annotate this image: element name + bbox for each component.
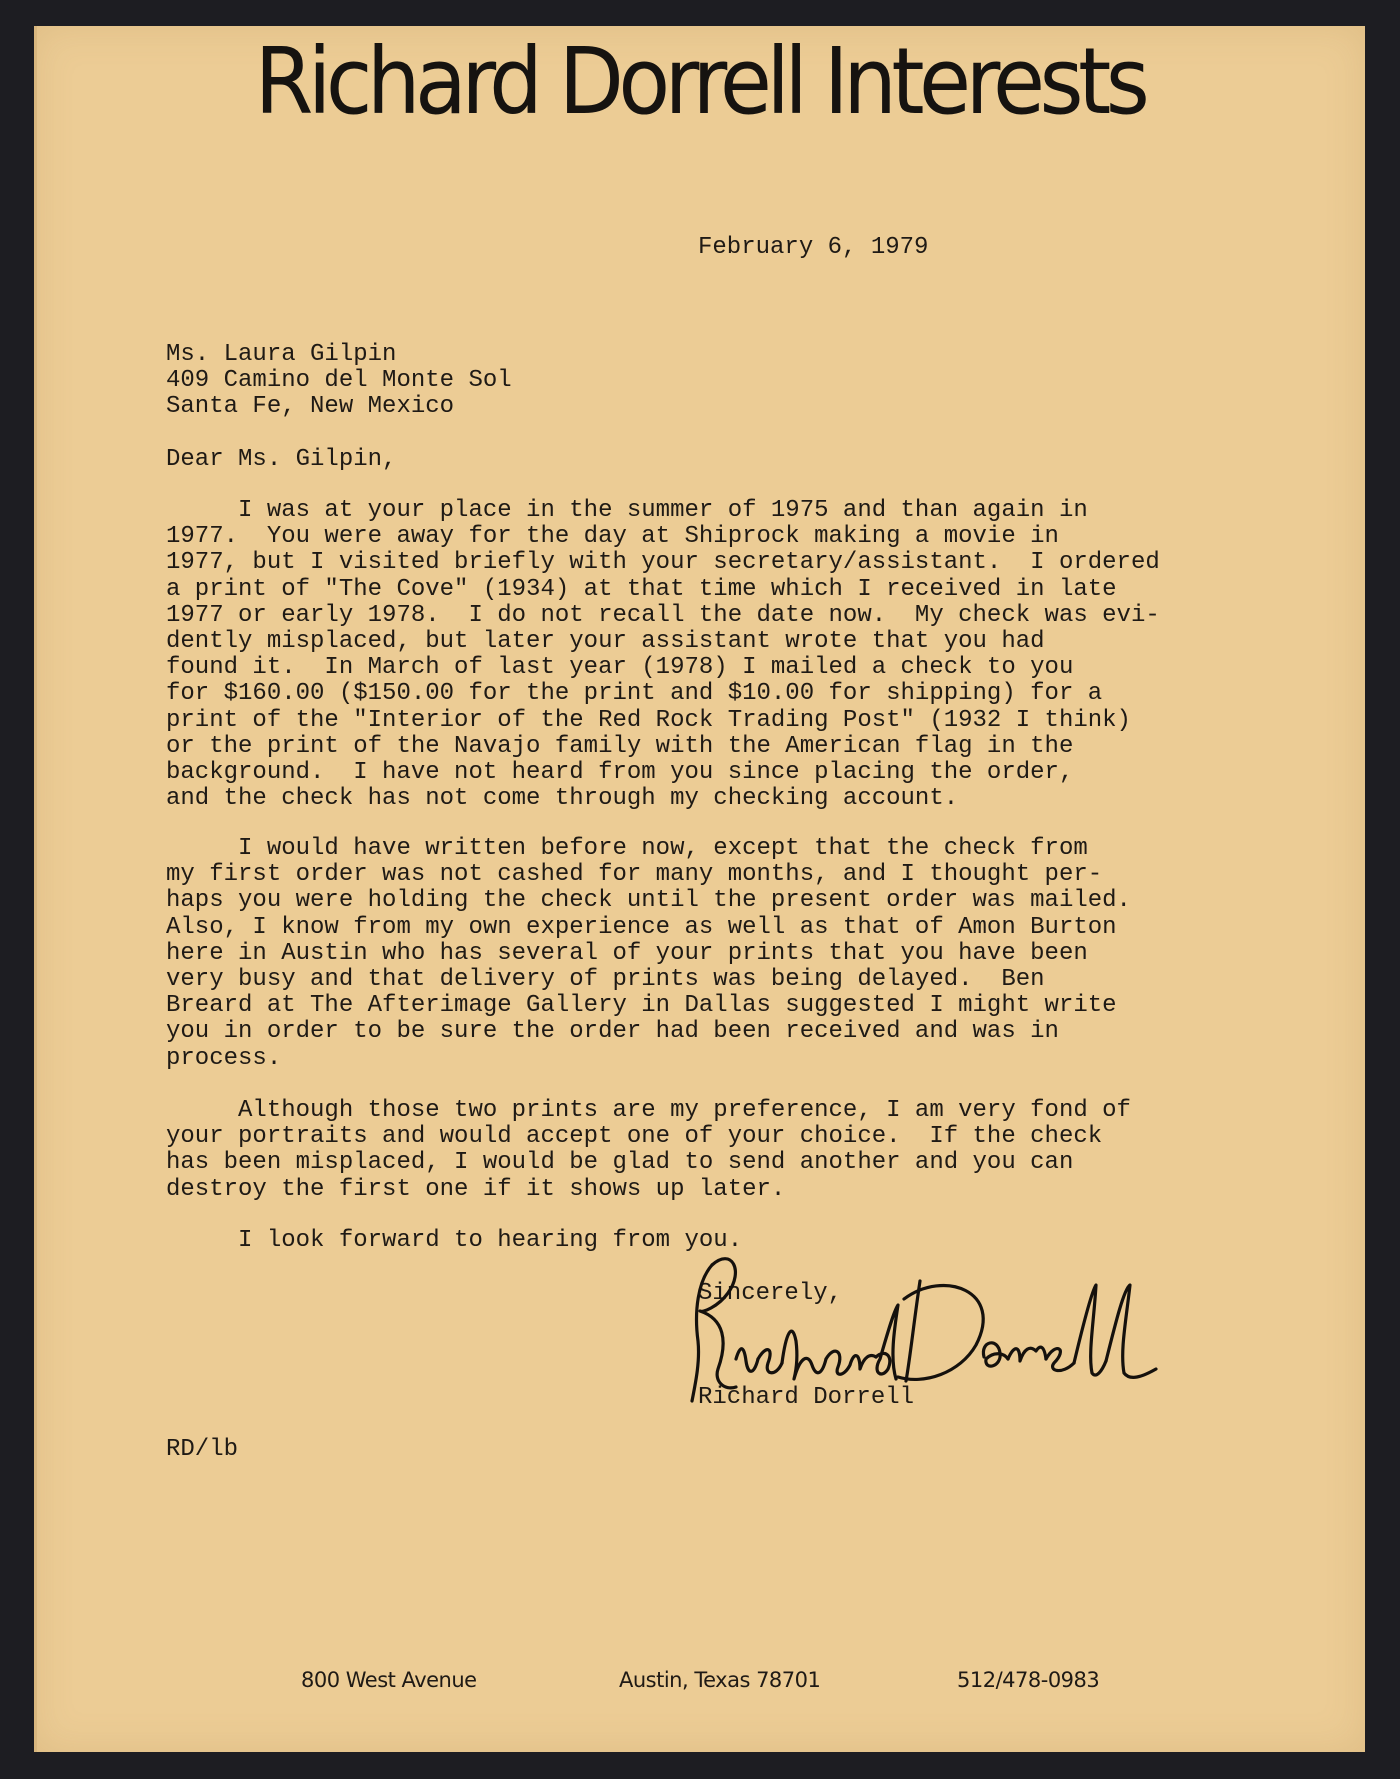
letter-page — [34, 26, 1365, 1752]
closing: Sincerely, — [698, 1280, 843, 1307]
recipient-address — [166, 342, 512, 420]
footer-city: Austin, Texas 78701 — [619, 1668, 821, 1692]
paper-edge — [34, 26, 37, 1752]
recipient-street: 409 Camino del Monte Sol — [166, 367, 512, 394]
recipient-name: Ms. Laura Gilpin — [166, 341, 397, 368]
letterhead-logo: Richard Dorrell Interests — [254, 28, 1145, 135]
typist-initials: RD/lb — [166, 1436, 239, 1463]
body-paragraph-2: I would have written before now, except that the check from my first order was not cashed for many months, and I thought per- haps you were holding the check until the present order was mailed. Also, I know from my own experience as well as that of Amon Burton here in Austin who has several of your prints that you have been very busy and that delivery of prints was being delayed. Ben Breard at The Afterimage Gallery in Dallas suggested I might write you in order to be sure the order had been received and was in process. — [166, 835, 1131, 1072]
recipient-city: Santa Fe, New Mexico — [166, 393, 455, 420]
footer-phone: 512/478-0983 — [957, 1668, 1100, 1692]
body-paragraph-3: Although those two prints are my preference, I am very fond of your portraits and would accept one of your choice. If the check has been misplaced, I would be glad to send another and you can destroy the first one if it shows up later. — [166, 1097, 1131, 1203]
signatory-name: Richard Dorrell — [698, 1384, 915, 1411]
letter-date: February 6, 1979 — [698, 234, 929, 261]
body-paragraph-4: I look forward to hearing from you. — [166, 1227, 743, 1254]
body-paragraph-1: I was at your place in the summer of 1975 and than again in 1977. You were away for the day at Shiprock making a movie in 1977, but I visited briefly with your secretary/assistant. I ordered a print of "The Cove" (1934) at that time which I received in late 1977 or early 1978. I do not recall the date now. My check was evi- dently misplaced, but later your assistant wrote that you had found it. In March of last year (1978) I mailed a check to you for $160.00 ($150.00 for the print and $10.00 for shipping) for a print of the "Interior of the Red Rock Trading Post" (1932 I think) or the print of the Navajo family with the American flag in the background. I have not heard from you since placing the order, and the check has not come through my checking account. — [166, 497, 1160, 813]
footer-address: 800 West Avenue — [301, 1668, 477, 1692]
salutation: Dear Ms. Gilpin, — [166, 446, 397, 473]
